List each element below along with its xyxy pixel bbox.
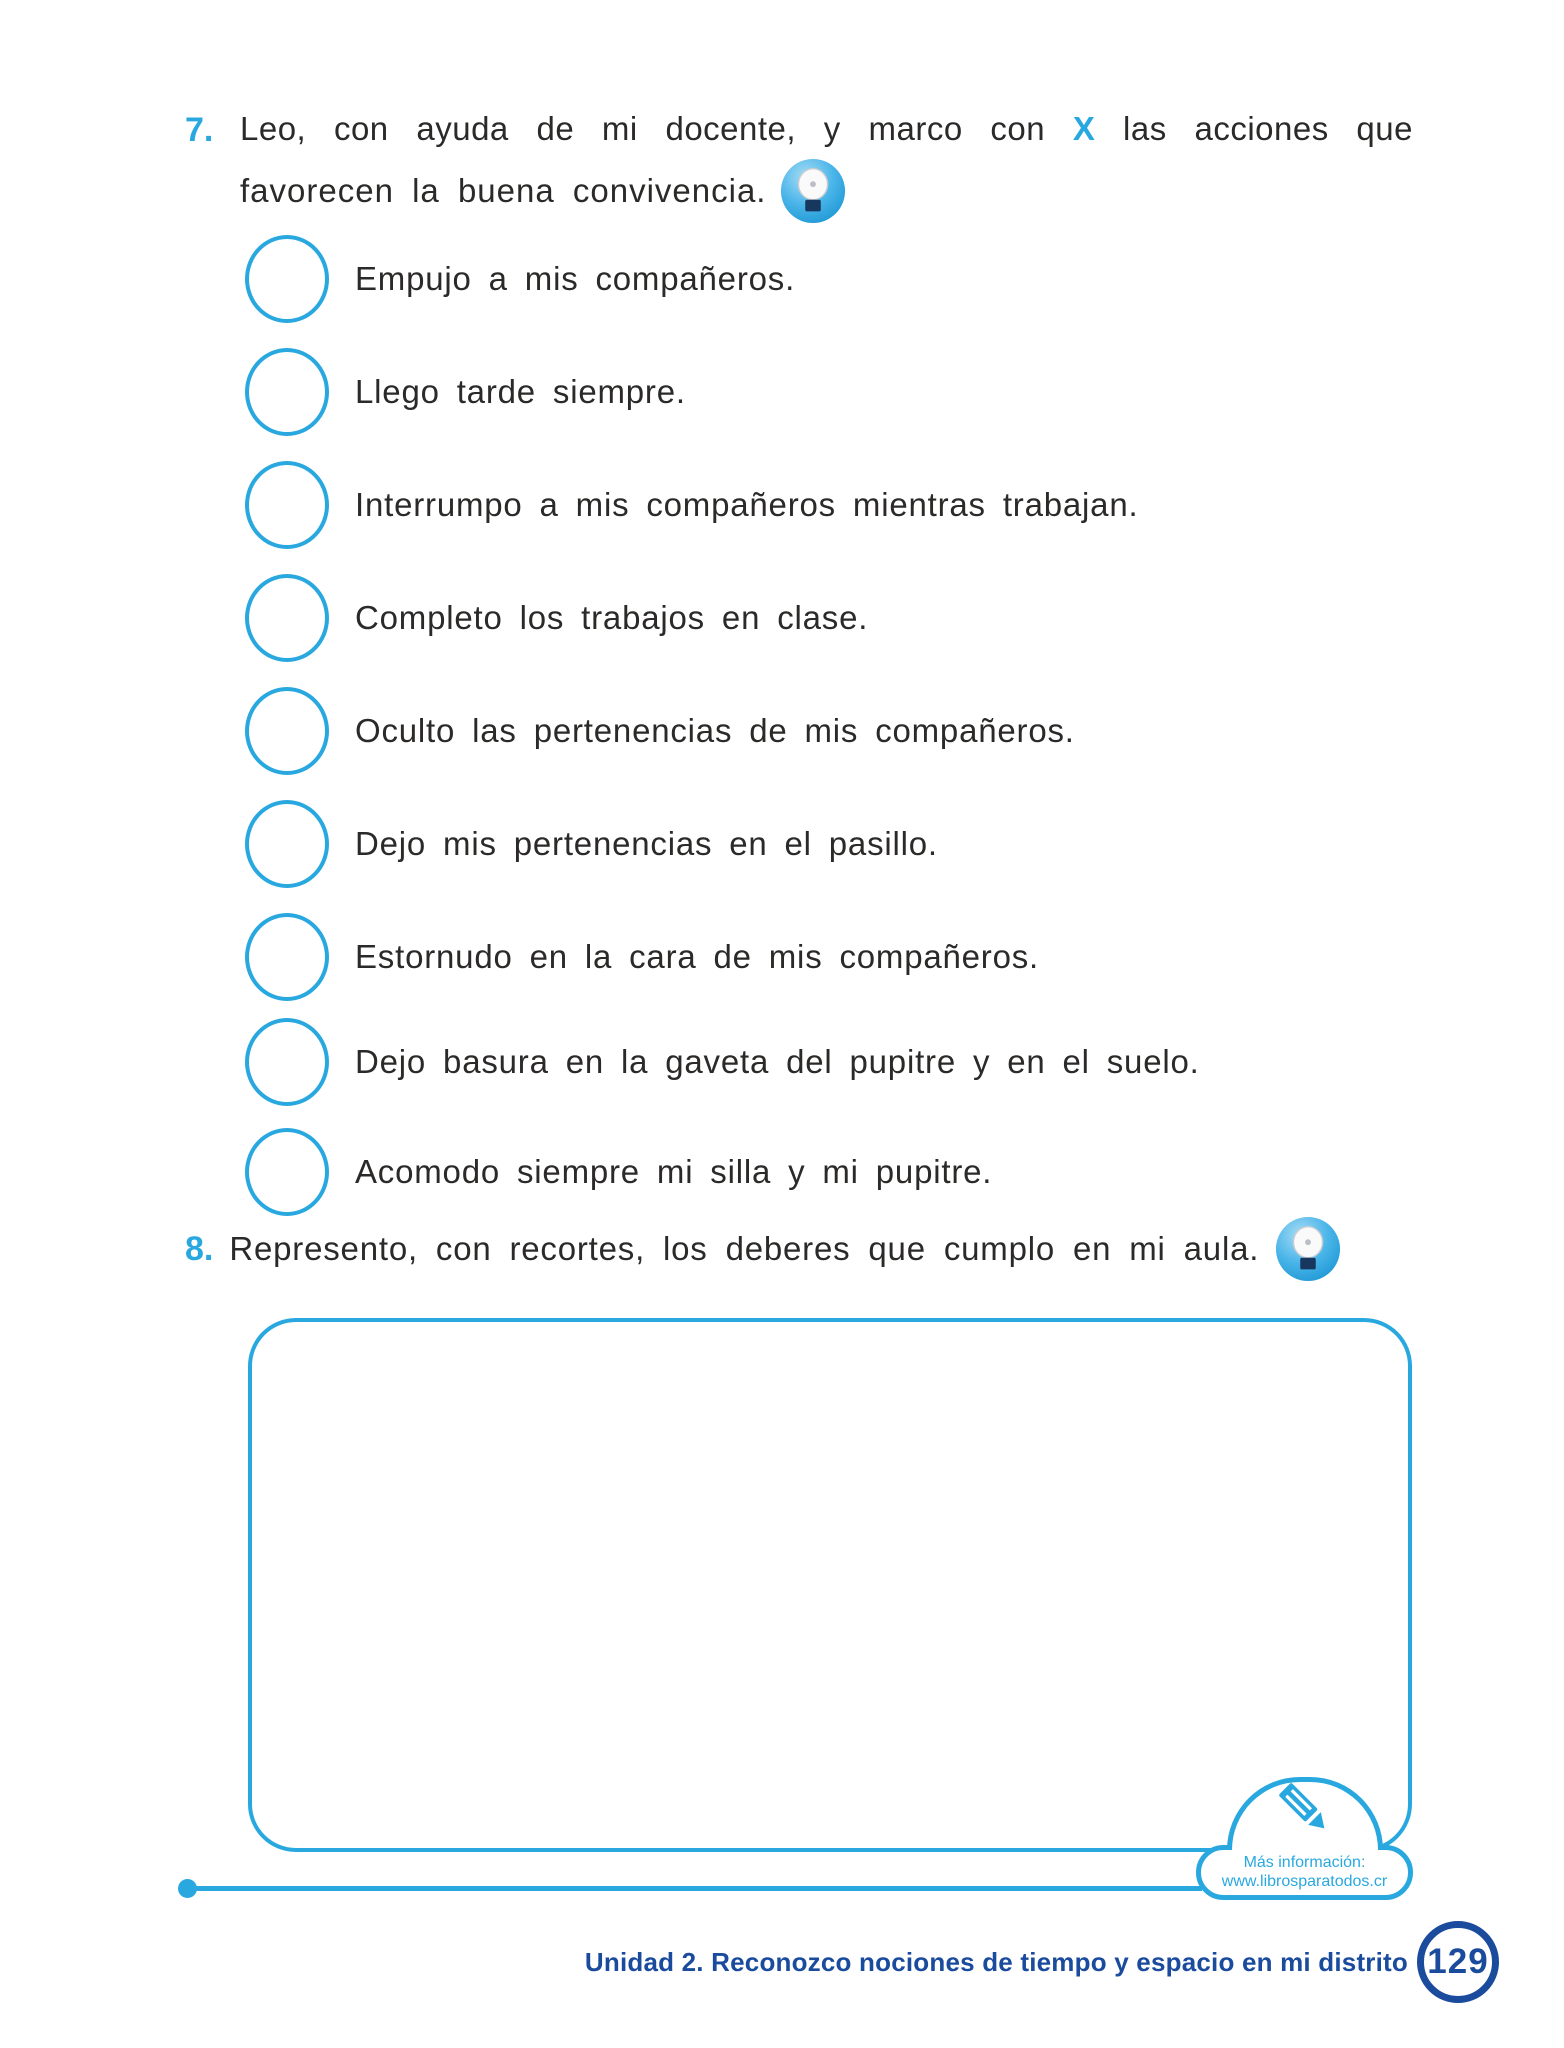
checklist-item-label: Oculto las pertenencias de mis compañeros. — [355, 712, 1075, 749]
answer-circle[interactable] — [245, 687, 329, 775]
checklist-row — [245, 1018, 1200, 1106]
info-badge-url[interactable]: www.librosparatodos.cr — [1221, 1873, 1388, 1890]
x-mark: X — [1072, 110, 1096, 147]
answer-circle[interactable] — [245, 235, 329, 323]
answer-circle[interactable] — [245, 1128, 329, 1216]
checklist-item-label: Estornudo en la cara de mis compañeros. — [355, 938, 1040, 975]
checklist-row — [245, 687, 1075, 775]
exercise-7-number: 7. — [185, 111, 214, 149]
checklist-row — [245, 1128, 992, 1216]
checklist-row — [245, 913, 1039, 1001]
checklist-item-label: Llego tarde siempre. — [355, 373, 686, 410]
instruction-text: favorecen la buena convivencia. — [240, 172, 767, 209]
lightbulb-icon — [1275, 1216, 1341, 1282]
checklist-row — [245, 235, 795, 323]
exercise-7-instruction-line2 — [240, 156, 846, 226]
pencil-icon — [1270, 1780, 1342, 1846]
checklist-item-label: Interrumpo a mis compañeros mientras trabajan. — [355, 486, 1139, 523]
answer-circle[interactable] — [245, 461, 329, 549]
lightbulb-icon — [780, 158, 846, 224]
checklist-item-label: Dejo basura en la gaveta del pupitre y en el suelo. — [355, 1043, 1200, 1080]
checklist-item-label: Dejo mis pertenencias en el pasillo. — [355, 825, 938, 862]
answer-circle[interactable] — [245, 348, 329, 436]
page-number-badge — [1417, 1921, 1499, 2003]
exercise-8-instruction — [185, 1214, 1341, 1284]
answer-circle[interactable] — [245, 800, 329, 888]
rule-line — [188, 1886, 1202, 1891]
exercise-8-number: 8. — [185, 1229, 214, 1268]
exercise-7-instruction-line1 — [240, 110, 1413, 148]
unit-footer-title: Unidad 2. Reconozco nociones de tiempo y espacio en mi distrito — [584, 1947, 1408, 1977]
instruction-text-before: Leo, con ayuda de mi docente, y marco con — [240, 110, 1073, 147]
checklist-item-label: Acomodo siempre mi silla y mi pupitre. — [355, 1153, 993, 1190]
answer-circle[interactable] — [245, 574, 329, 662]
answer-circle[interactable] — [245, 1018, 329, 1106]
checklist-row — [245, 348, 686, 436]
checklist-row — [245, 574, 868, 662]
page-number: 129 — [1427, 1942, 1489, 1981]
checklist-item-label: Empujo a mis compañeros. — [355, 260, 796, 297]
cutout-area[interactable] — [248, 1318, 1412, 1852]
instruction-text: Represento, con recortes, los deberes que cumplo en mi aula. — [229, 1230, 1260, 1267]
checklist-row — [245, 461, 1138, 549]
answer-circle[interactable] — [245, 913, 329, 1001]
instruction-text-after: las acciones que — [1095, 110, 1413, 147]
info-badge-text — [1196, 1853, 1413, 1891]
checklist-item-label: Completo los trabajos en clase. — [355, 599, 869, 636]
checklist-row — [245, 800, 938, 888]
info-badge-label: Más información: — [1243, 1854, 1366, 1871]
